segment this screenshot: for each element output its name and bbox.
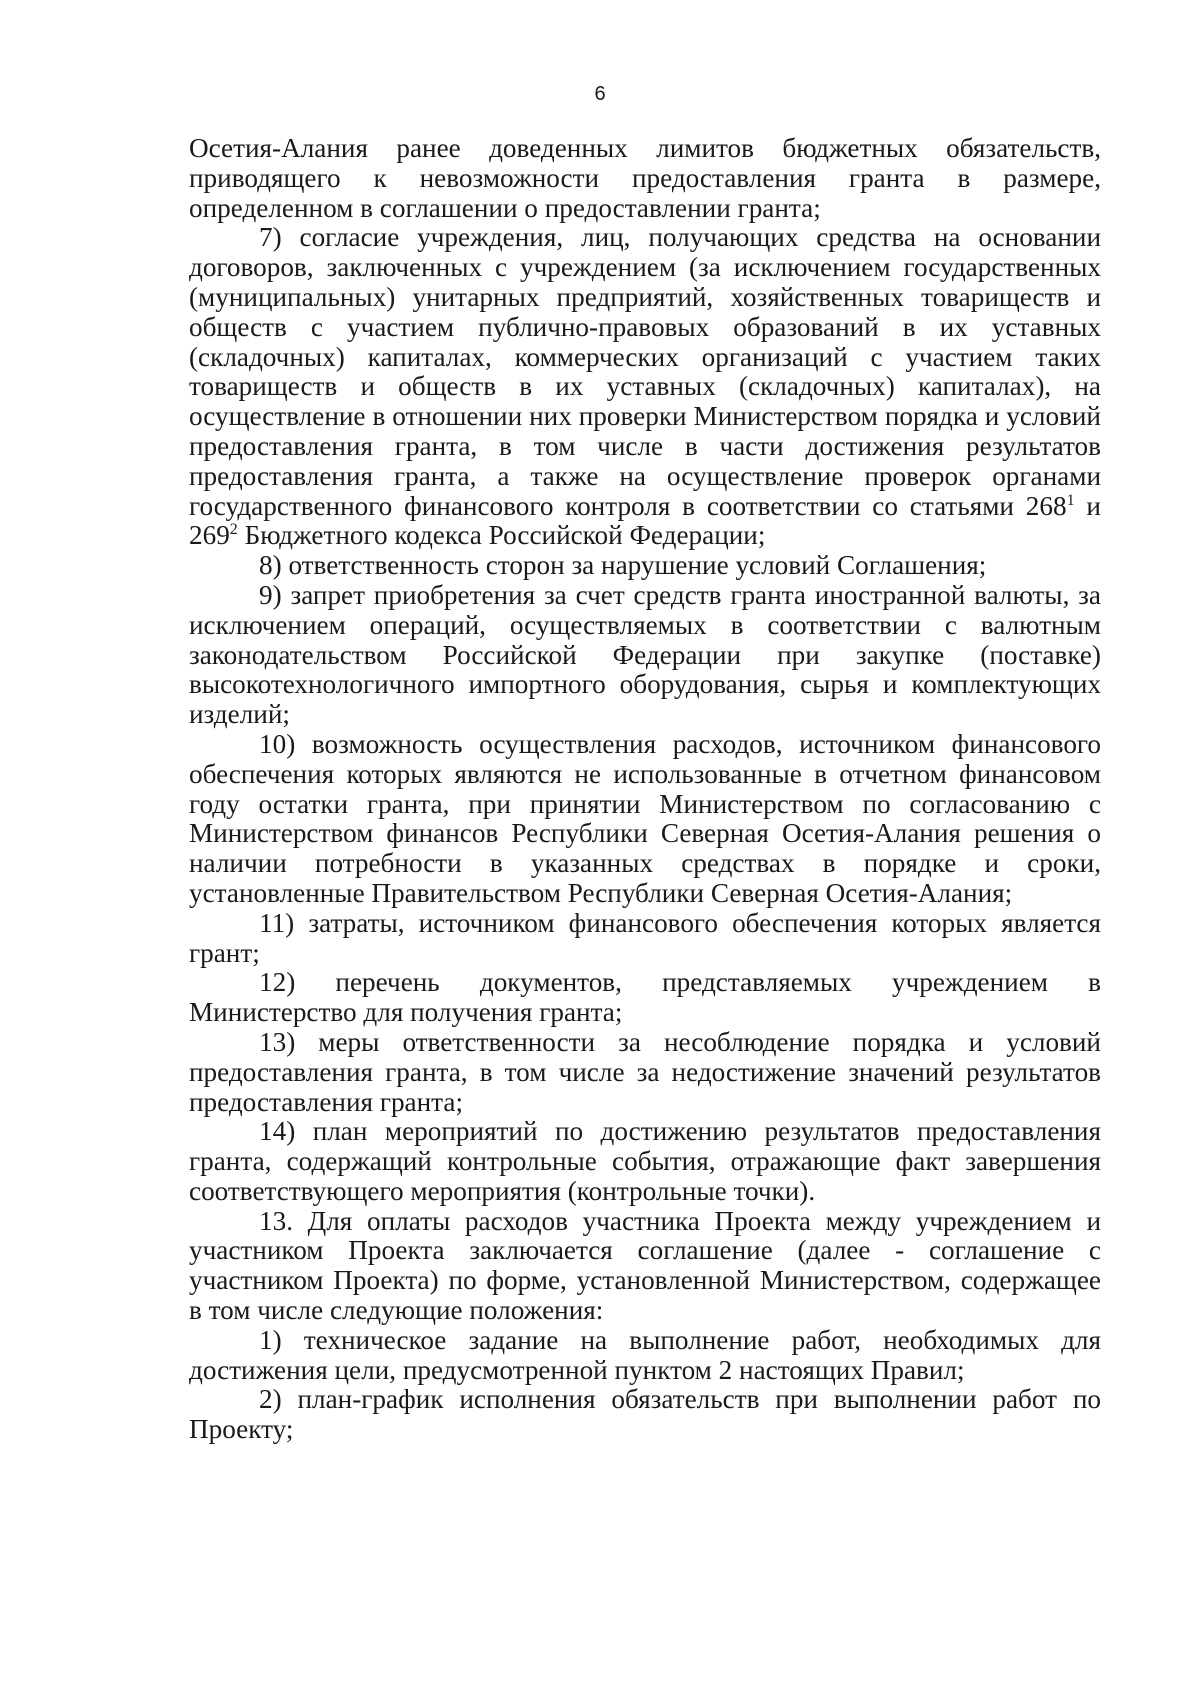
paragraph-continuation: Осетия-Алания ранее доведенных лимитов бюджетных обязательств, приводящего к невозможности предоставления гранта в размере, определенном в соглашении о предоставлении гранта; (189, 133, 1101, 223)
paragraph-item-8: 8) ответственность сторон за нарушение условий Соглашения; (259, 550, 987, 581)
paragraph-item-7-tail: Бюджетного кодекса Российской Федерации; (237, 520, 766, 551)
paragraph-item-14: 14) план мероприятий по достижению результатов предоставления гранта, содержащий контрольные события, отражающие факт завершения соответствующего мероприятия (контрольные точки). (189, 1116, 1101, 1206)
paragraph-item-11: 11) затраты, источником финансового обеспечения которых является грант; (189, 907, 1101, 968)
paragraph-item-7 (189, 223, 1101, 551)
superscript-2: 2 (229, 521, 238, 539)
paragraph-section-13-item-2: 2) план-график исполнения обязательств при выполнении работ по Проекту; (189, 1384, 1101, 1445)
superscript-1: 1 (1066, 491, 1075, 509)
paragraph-section-13: 13. Для оплаты расходов участника Проекта между учреждением и участником Проекта заключается соглашение (далее - соглашение с участником Проекта) по форме, установленной Министерством, содержащее в том числе следующие положения: (189, 1205, 1101, 1326)
page-number: 6 (594, 83, 606, 105)
paragraph-item-13: 13) меры ответственности за несоблюдение порядка и условий предоставления гранта, в том числе за недостижение значений результатов предоставления гранта; (189, 1026, 1101, 1117)
document-body (189, 134, 1101, 1445)
paragraph-item-12: 12) перечень документов, представляемых учреждением в Министерство для получения гранта; (189, 967, 1101, 1028)
paragraph-item-7-mid: и 269 (189, 490, 1101, 551)
paragraph-section-13-item-1: 1) техническое задание на выполнение работ, необходимых для достижения цели, предусмотренной пунктом 2 настоящих Правил; (189, 1324, 1101, 1385)
paragraph-item-7-text: 7) согласие учреждения, лиц, получающих средства на основании договоров, заключенных с учреждением (за исключением государственных (муниципальных) унитарных предприятий, хозяйственных товариществ и обществ с участием публично-правовых образований в их уставных (складочных) капиталах, коммерческих организаций с участием таких товариществ и обществ в их уставных (складочных) капиталах), на осуществление в отношении них проверки Министерством порядка и условий предоставления гранта, в том числе в части достижения результатов предоставления гранта, а также на осуществление проверок органами государственного финансового контроля в соответствии со статьями 268 (189, 222, 1101, 521)
paragraph-item-10: 10) возможность осуществления расходов, источником финансового обеспечения которых являются не использованные в отчетном финансовом году остатки гранта, при принятии Министерством по согласованию с Министерством финансов Республики Северная Осетия-Алания решения о наличии потребности в указанных средствах в порядке и сроки, установленные Правительством Республики Северная Осетия-Алания; (189, 728, 1101, 908)
paragraph-item-9: 9) запрет приобретения за счет средств гранта иностранной валюты, за исключением операций, осуществляемых в соответствии с валютным законодательством Российской Федерации при закупке (поставке) высокотехнологичного импортного оборудования, сырья и комплектующих изделий; (189, 579, 1101, 730)
